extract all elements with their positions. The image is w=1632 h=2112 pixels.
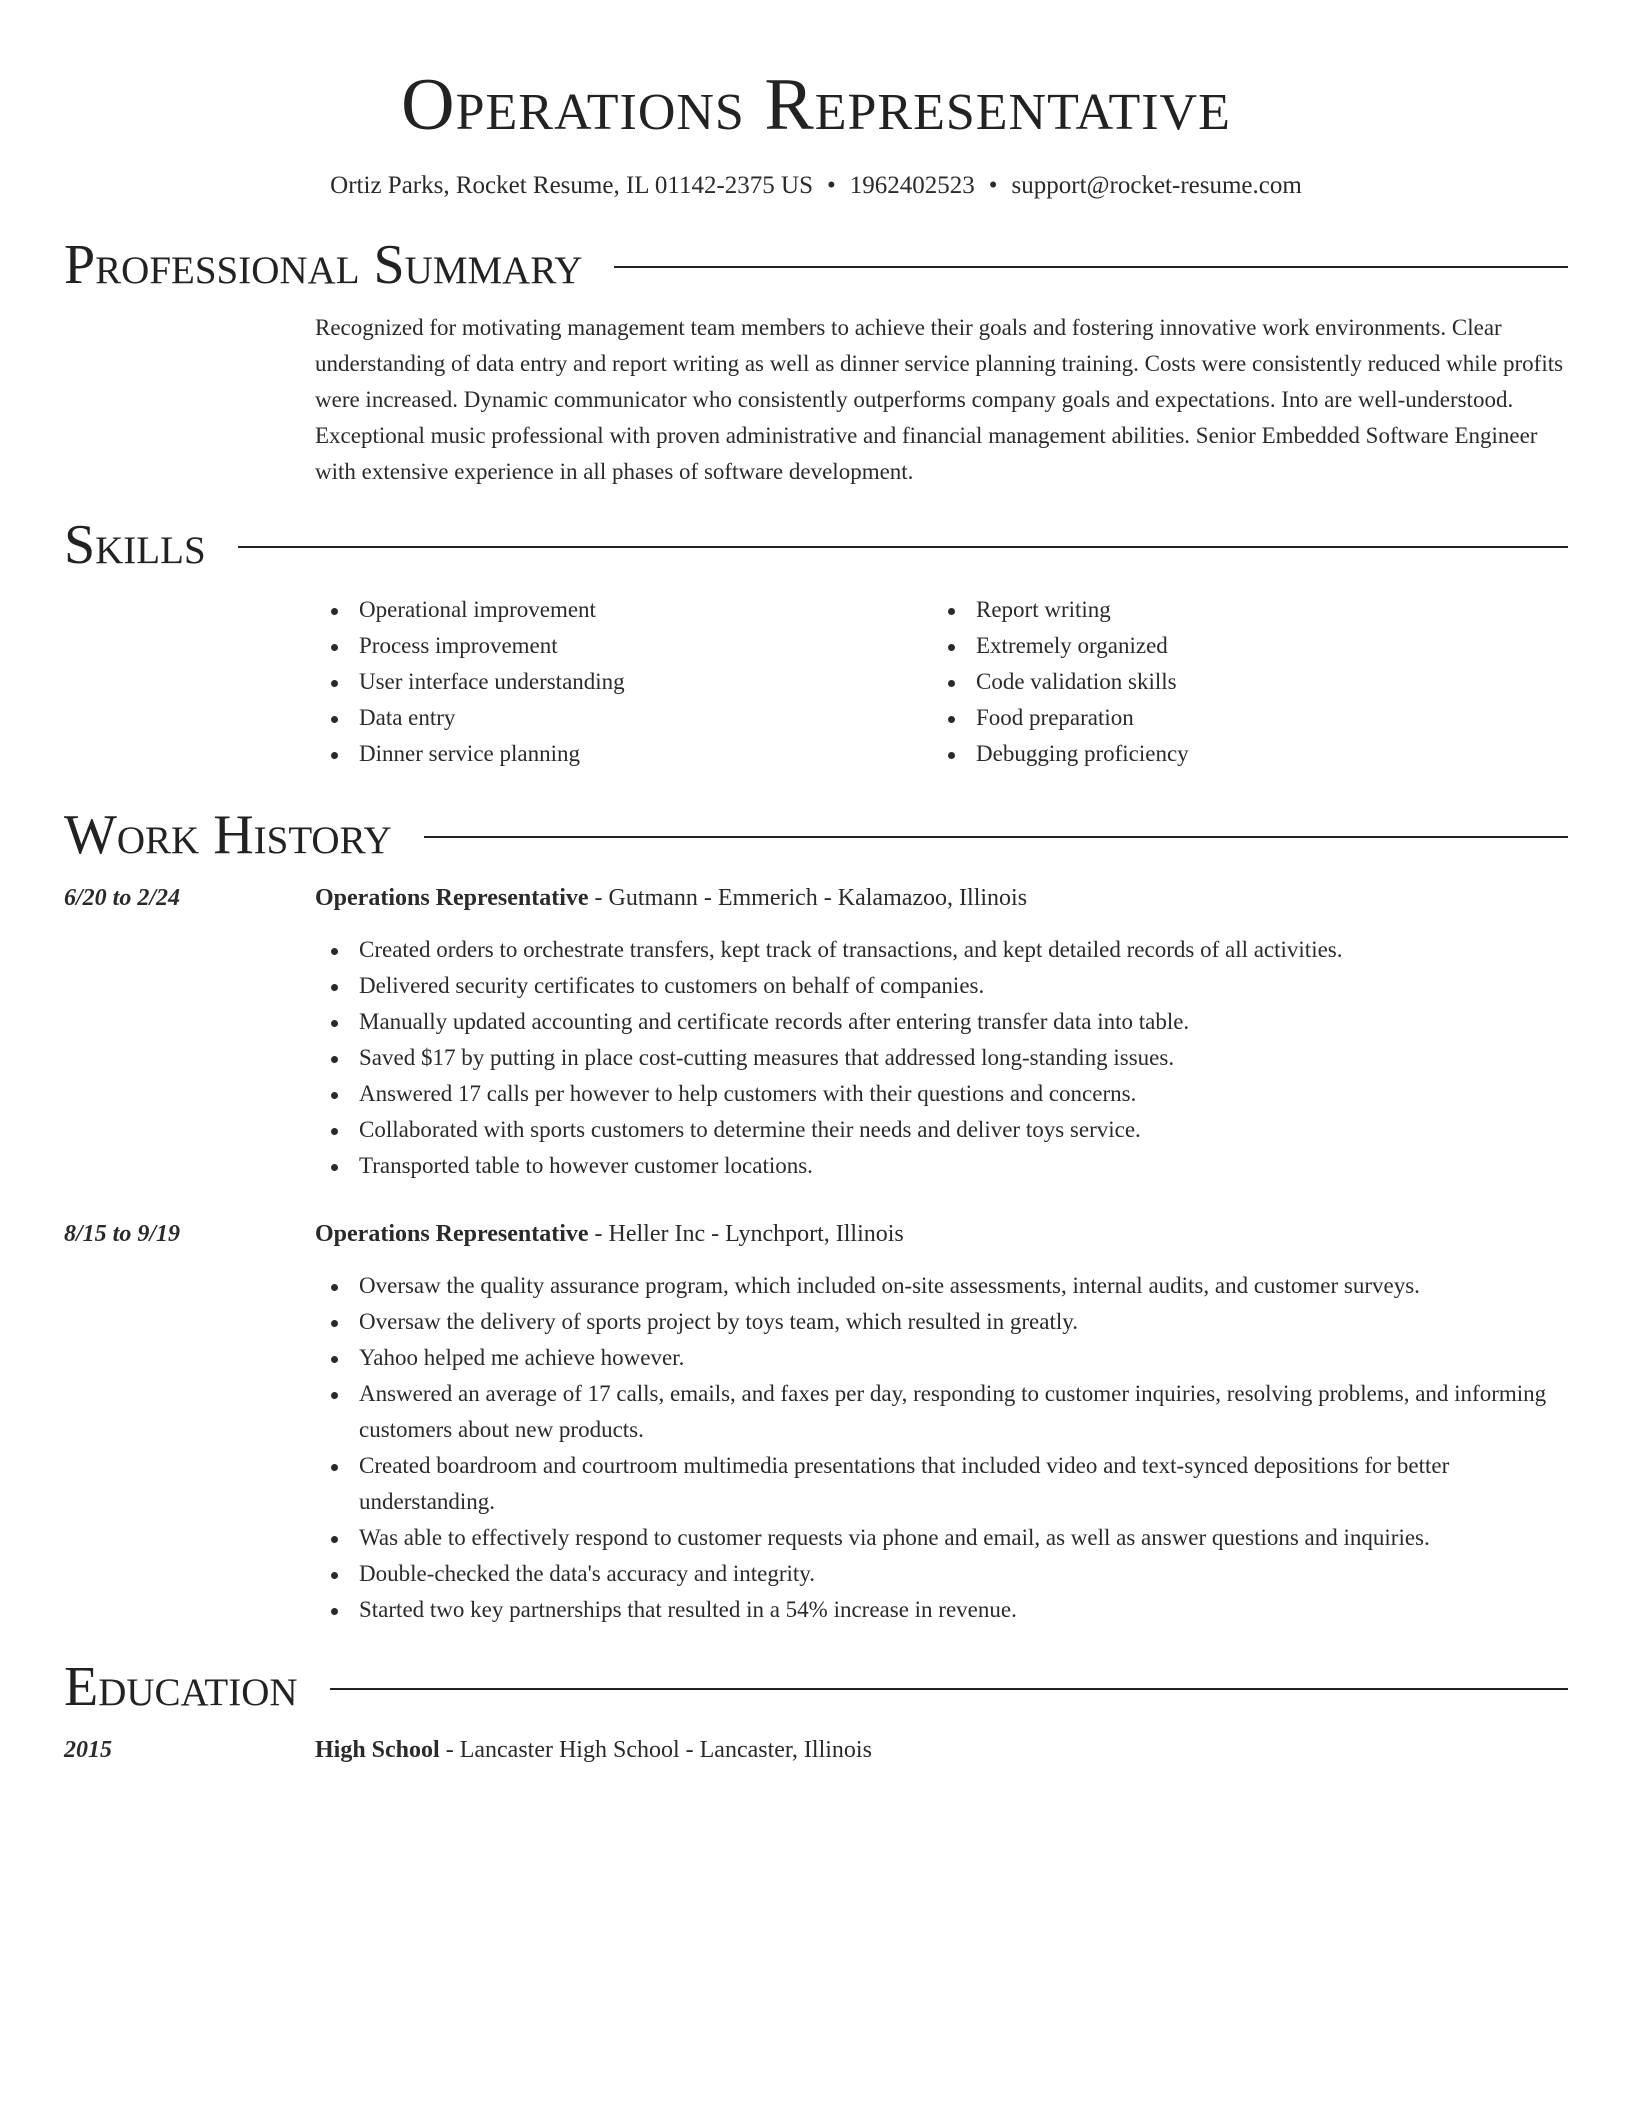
job-entry (64, 1216, 1568, 1628)
skills-column-right (932, 592, 1549, 772)
section-divider (330, 1688, 1568, 1690)
job-header (64, 1216, 1568, 1252)
education-entry (64, 1732, 1568, 1768)
summary-text: Recognized for motivating management team members to achieve their goals and fostering innovative work environments. Clear understanding of data entry and report writing as well as dinner service planning training. Costs were consistently reduced while profits were increased. Dynamic communicator who consistently outperforms company goals and expectations. Into are well-understood. Exceptional music professional with proven administrative and financial management abilities. Senior Embedded Software Engineer with extensive experience in all phases of software development. (315, 315, 1564, 484)
section-divider (238, 546, 1568, 548)
job-bullets (315, 932, 1568, 1184)
education-school: - Lancaster High School - Lancaster, Illinois (439, 1737, 872, 1763)
job-company: - Gutmann - Emmerich - Kalamazoo, Illinois (588, 885, 1028, 911)
job-dates: 6/20 to 2/24 (64, 885, 181, 911)
skills-column-left (315, 592, 932, 772)
education-heading (315, 1732, 1568, 1768)
job-title: Operations Representative (315, 885, 589, 911)
section-divider (614, 266, 1568, 268)
resume-title: Operations Representative (401, 64, 1231, 146)
job-bullet: Was able to effectively respond to customer requests via phone and email, as well as answer questions and inquiries. (315, 1520, 1568, 1556)
education-heading-text: Education (64, 1656, 298, 1718)
job-bullet: Answered 17 calls per however to help customers with their questions and concerns. (315, 1076, 1568, 1112)
job-entry (64, 880, 1568, 1184)
contact-line (64, 170, 1568, 202)
skill-item: Data entry (315, 700, 932, 736)
job-bullet: Transported table to however customer locations. (315, 1148, 1568, 1184)
skill-item: Code validation skills (932, 664, 1549, 700)
skills-section-heading (64, 514, 1568, 576)
skills-heading-text: Skills (64, 514, 206, 576)
job-bullet: Yahoo helped me achieve however. (315, 1340, 1568, 1376)
job-heading (315, 1216, 1568, 1252)
job-bullet: Collaborated with sports customers to determine their needs and deliver toys service. (315, 1112, 1568, 1148)
contact-email: support@rocket-resume.com (1011, 172, 1302, 199)
summary-section-heading (64, 234, 1568, 296)
resume-page (64, 0, 1568, 1768)
job-bullet: Manually updated accounting and certificate records after entering transfer data into table. (315, 1004, 1568, 1040)
education-title: High School (315, 1737, 440, 1763)
contact-separator: • (826, 172, 836, 199)
education-header (64, 1732, 1568, 1768)
education-dates: 2015 (64, 1737, 112, 1763)
job-bullet: Delivered security certificates to customers on behalf of companies. (315, 968, 1568, 1004)
skill-item: Dinner service planning (315, 736, 932, 772)
skill-item: Process improvement (315, 628, 932, 664)
contact-separator: • (988, 172, 998, 199)
work-section-heading (64, 804, 1568, 866)
skill-item: Debugging proficiency (932, 736, 1549, 772)
education-section-heading (64, 1656, 1568, 1718)
job-bullet: Started two key partnerships that resulted in a 54% increase in revenue. (315, 1592, 1568, 1628)
job-bullets (315, 1268, 1568, 1628)
skill-item: Operational improvement (315, 592, 932, 628)
skill-item: Food preparation (932, 700, 1549, 736)
work-heading-text: Work History (64, 804, 392, 866)
job-bullet: Created boardroom and courtroom multimedia presentations that included video and text-synced depositions for better understanding. (315, 1448, 1568, 1520)
job-bullet: Saved $17 by putting in place cost-cutting measures that addressed long-standing issues. (315, 1040, 1568, 1076)
job-heading (315, 880, 1568, 916)
skill-item: User interface understanding (315, 664, 932, 700)
job-header (64, 880, 1568, 916)
skills-list (315, 592, 1568, 772)
job-bullet: Answered an average of 17 calls, emails, and faxes per day, responding to customer inquiries, resolving problems, and informing customers about new products. (315, 1376, 1568, 1448)
job-dates: 8/15 to 9/19 (64, 1221, 181, 1247)
section-divider (424, 836, 1568, 838)
skill-item: Extremely organized (932, 628, 1549, 664)
contact-address: Ortiz Parks, Rocket Resume, IL 01142-2375 US (330, 172, 813, 199)
job-company: - Heller Inc - Lynchport, Illinois (588, 1221, 904, 1247)
job-title: Operations Representative (315, 1221, 589, 1247)
job-bullet: Double-checked the data's accuracy and integrity. (315, 1556, 1568, 1592)
job-bullet: Oversaw the delivery of sports project by toys team, which resulted in greatly. (315, 1304, 1568, 1340)
summary-heading-text: Professional Summary (64, 234, 583, 296)
job-bullet: Oversaw the quality assurance program, which included on-site assessments, internal audits, and customer surveys. (315, 1268, 1568, 1304)
job-bullet: Created orders to orchestrate transfers, kept track of transactions, and kept detailed records of all activities. (315, 932, 1568, 968)
skill-item: Report writing (932, 592, 1549, 628)
contact-phone: 1962402523 (849, 172, 975, 199)
